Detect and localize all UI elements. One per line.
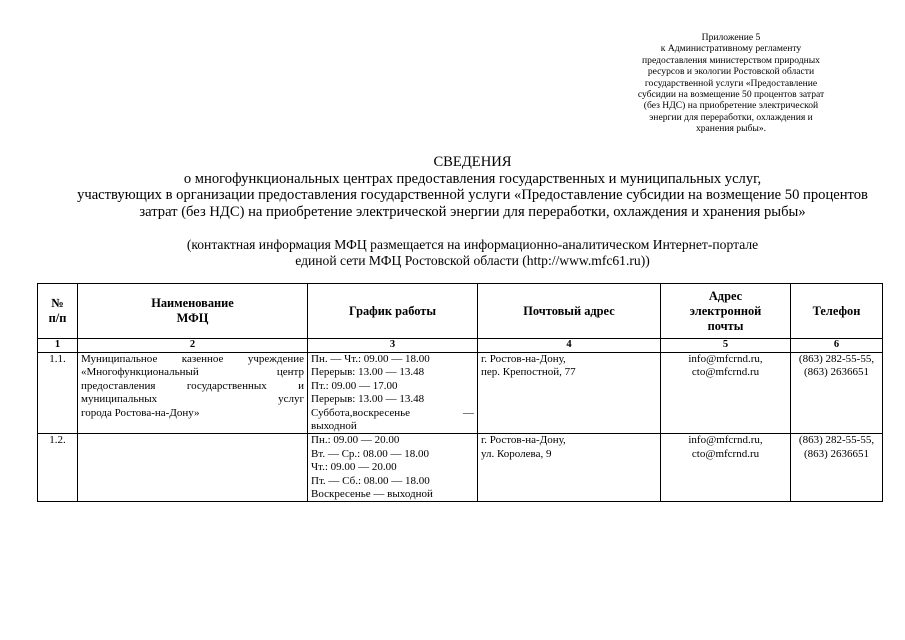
contact-note-line: единой сети МФЦ Ростовской области (http://www.mfc61.ru)) (295, 253, 650, 268)
column-number: 1 (38, 339, 78, 353)
column-number: 3 (308, 339, 478, 353)
annex-line: энергии для переработки, охлаждения и (649, 111, 813, 123)
email-address: info@mfcrnd.ru, cto@mfcrnd.ru (661, 353, 791, 434)
table-header-row (38, 284, 883, 339)
postal-address: г. Ростов-на-Дону, ул. Королева, 9 (478, 434, 661, 502)
email-address: info@mfcrnd.ru, cto@mfcrnd.ru (661, 434, 791, 502)
annex-line: (без НДС) на приобретение электрической (643, 100, 819, 112)
postal-address: г. Ростов-на-Дону, пер. Крепостной, 77 (478, 353, 661, 434)
document-heading (40, 154, 905, 220)
row-number: 1.1. (38, 353, 78, 434)
column-number: 6 (791, 339, 883, 353)
header-email: Адрес электронной почты (661, 284, 791, 339)
phone-number: (863) 282-55-55, (863) 2636651 (791, 434, 883, 502)
document-title-line: о многофункциональных центрах предоставления государственных и муниципальных услуг, (183, 170, 762, 187)
column-number: 2 (78, 339, 308, 353)
table-row (38, 434, 883, 502)
row-number: 1.2. (38, 434, 78, 502)
header-address: Почтовый адрес (478, 284, 661, 339)
document-title-line: затрат (без НДС) на приобретение электрической энергии для переработки, охлаждения и хранения рыбы» (139, 203, 806, 220)
annex-note (612, 32, 850, 135)
mfc-table (37, 283, 883, 502)
contact-note (40, 237, 905, 269)
annex-line: Приложение 5 (701, 32, 761, 43)
annex-line: предоставления министерством природных (642, 54, 820, 66)
annex-line: государственной услуги «Предоставление (644, 77, 818, 89)
header-phone: Телефон (791, 284, 883, 339)
document-title: СВЕДЕНИЯ (433, 154, 512, 170)
header-name: Наименование МФЦ (78, 284, 308, 339)
work-schedule: Пн.: 09.00 — 20.00 Вт. — Ср.: 08.00 — 18.00 Чт.: 09.00 — 20.00 Пт. — Сб.: 08.00 — 18.00 Воскресенье — выходной (308, 434, 478, 502)
header-num: № п/п (38, 284, 78, 339)
annex-line: хранения рыбы». (695, 123, 767, 135)
header-schedule: График работы (308, 284, 478, 339)
mfc-name: Муниципальное казенное учреждение «Многофункциональный центр предоставления государственных и муниципальных услуг города Ростова-на-Дону» (78, 353, 308, 434)
annex-line: субсидии на возмещение 50 процентов затрат (637, 89, 825, 101)
table-row (38, 353, 883, 434)
phone-number: (863) 282-55-55, (863) 2636651 (791, 353, 883, 434)
contact-note-line: (контактная информация МФЦ размещается на информационно-аналитическом Интернет-портале (186, 237, 759, 252)
column-number-row (38, 339, 883, 353)
work-schedule: Пн. — Чт.: 09.00 — 18.00 Перерыв: 13.00 — 13.48 Пт.: 09.00 — 17.00 Перерыв: 13.00 — 13.48 Суббота,воскресенье — выходной (308, 353, 478, 434)
annex-line: ресурсов и экологии Ростовской области (647, 66, 815, 78)
annex-line: к Административному регламенту (660, 43, 802, 55)
mfc-name (78, 434, 308, 502)
column-number: 4 (478, 339, 661, 353)
document-title-line: участвующих в организации предоставления государственной услуги «Предоставление субсидии на возмещение 50 процентов (77, 187, 868, 204)
column-number: 5 (661, 339, 791, 353)
